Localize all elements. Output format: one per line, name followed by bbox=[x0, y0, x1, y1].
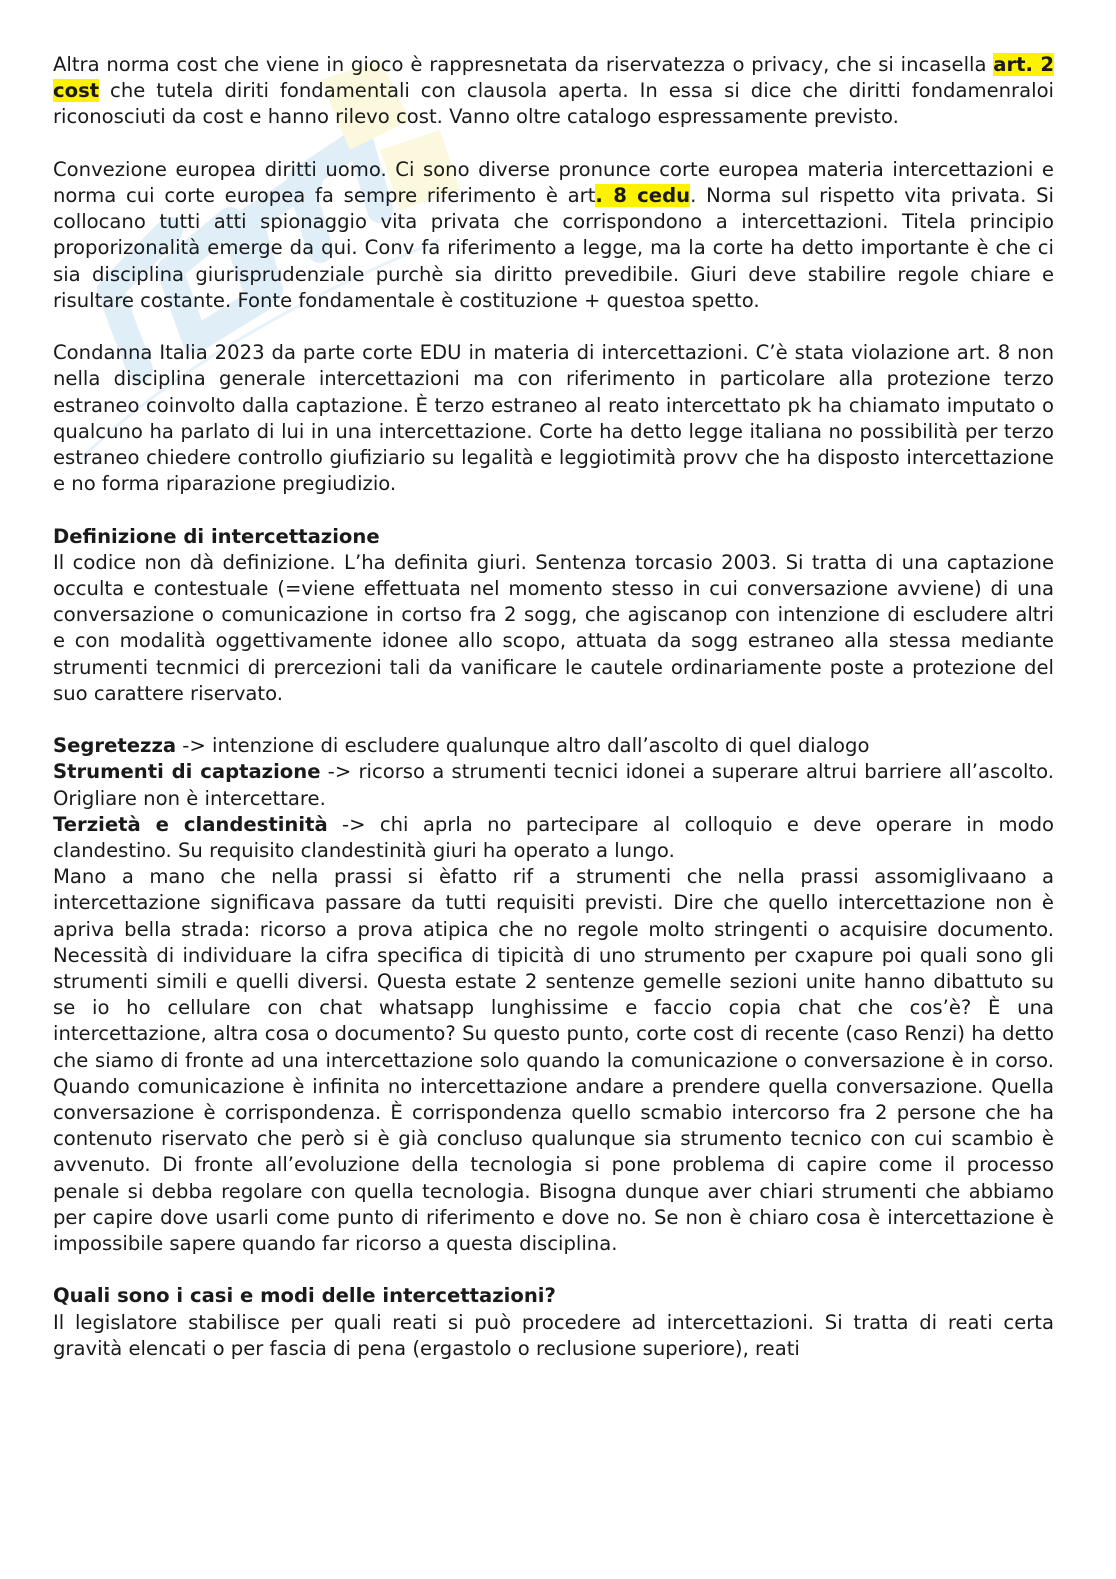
paragraph-prassi: Mano a mano che nella prassi si èfatto rif a strumenti che nella prassi assomiglivaano a intercettazione significava passare da tutti requisiti previsti. Dire che quello intercettazione non è apriva bella strada: ricorso a prova atipica che no regole molto stringenti o acquisire documento. Necessità di individuare la cifra specifica di tipicità di uno strumento per cxapure poi quali sono gli strumenti simili e quelli diversi. Questa estate 2 sentenze gemelle sezioni unite hanno dibattuto su se io ho cellulare con chat whatsapp lunghissime e faccio copia chat che cos’è? È una intercettazione, altra cosa o documento? Su questo punto, corte cost di recente (caso Renzi) ha detto che siamo di fronte ad una intercettazione solo quando la comunicazione o conversazione è in corso. Quando comunicazione è infinita no intercettazione andare a prendere quella conversazione. Quella conversazione è corrispondenza. È corrispondenza quello scmabio intercorso fra 2 persone che ha contenuto riservato che però si è già concluso qualunque sia strumento tecnico con cui scambio è avvenuto. Di fronte all’evoluzione della tecnologia si pone problema di capire come il processo penale si debba regolare con quella tecnologia. Bisogna dunque aver chiari strumenti che abbiamo per capire dove usarli come punto di riferimento e dove no. Se non è chiaro cosa è intercettazione è impossibile sapere quando far ricorso a questa disciplina. bbox=[53, 865, 1054, 1256]
paragraph-condanna-italia: Condanna Italia 2023 da parte corte EDU in materia di intercettazioni. C’è stata violazione art. 8 non nella disciplina generale intercettazioni ma con riferimento in particolare alla protezione terzo estraneo coinvolto dalla captazione. È terzo estraneo al reato intercettato pk ha chiamato imputato o qualcuno ha parlato di lui in una intercettazione. Corte ha detto legge italiana no possibilità per terzo estraneo chiedere controllo giufiziario su legalità e leggiotimità provv che ha disposto intercettazione e no forma riparazione pregiudizio. bbox=[53, 341, 1054, 496]
term-segretezza bbox=[53, 733, 1054, 759]
text-run: Altra norma cost che viene in gioco è rappresnetata da riservatezza o privacy, che si incasella bbox=[53, 53, 994, 76]
term-text: -> ricorso a strumenti tecnici idonei a superare altrui barriere all’ascolto. Origliare non è intercettare. bbox=[53, 760, 1054, 810]
term-terzieta-clandestinita bbox=[53, 812, 1054, 864]
text-run: Convezione europea diritti uomo. Ci sono diverse pronunce corte europea materia intercettazioni e norma cui corte europea fa sempre riferimento è art bbox=[53, 157, 1054, 207]
term-label: Strumenti di captazione bbox=[53, 760, 321, 784]
highlight-art-2-cost: art. 2 cost bbox=[53, 53, 1054, 103]
paragraph-definizione: Il codice non dà definizione. L’ha definita giuri. Sentenza torcasio 2003. Si tratta di una captazione occulta e contestuale (=viene effettuata nel momento stesso in cui conversazione avviene) di una conversazione o comunicazione in cortso fra 2 sogg, che agiscanop con intenzione di escludere altri e con modalità oggettivamente idonee allo scopo, attuata da sogg estraneo alla stessa mediante strumenti tecnmici di prercezioni tali da vanificare le cautele ordinariamente poste a protezione del suo carattere riservato. bbox=[53, 550, 1054, 705]
term-text: -> chi aprla no partecipare al colloquio e deve operare in modo clandestino. Su requisito clandestinità giuri ha operato a lungo. bbox=[53, 812, 1054, 863]
paragraph-privacy bbox=[53, 52, 1054, 131]
paragraph-gap bbox=[53, 497, 1054, 523]
term-strumenti-captazione bbox=[53, 759, 1054, 811]
paragraph-gap bbox=[53, 314, 1054, 340]
term-label: Terzietà e clandestinità bbox=[53, 812, 328, 836]
paragraph-gap bbox=[53, 131, 1054, 157]
paragraph-legislatore: Il legislatore stabilisce per quali reati si può procedere ad intercettazioni. Si tratta di reati certa gravità elencati o per fascia di pena (ergastolo o reclusione superiore), reati bbox=[53, 1310, 1054, 1360]
paragraph-gap bbox=[53, 707, 1054, 733]
highlight-art-8-cedu: . 8 cedu bbox=[595, 184, 691, 207]
paragraph-gap bbox=[53, 1257, 1054, 1283]
document-page bbox=[53, 52, 1054, 1362]
term-text: -> intenzione di escludere qualunque altro dall’ascolto di quel dialogo bbox=[176, 734, 870, 758]
text-run: che tutela diriti fondamentali con clausola aperta. In essa si dice che diritti fondamenraloi riconosciuti da cost e hanno rilevo cost. Vanno oltre catalogo espressamente previsto. bbox=[53, 79, 1054, 129]
paragraph-cedu bbox=[53, 157, 1054, 314]
text-run: . Norma sul rispetto vita privata. Si collocano tutti atti spionaggio vita privata che corrispondono a intercettazioni. Titela principio proporizonalità emerge da qui. Conv fa riferimento a legge, ma la corte ha detto importante è che ci sia disciplina giurisprudenziale purchè sia diritto prevedibile. Giuri deve stabilire regole chiare e risultare costante. Fonte fondamentale è costituzione + questoa spetto. bbox=[53, 184, 1054, 312]
heading-definizione: Definizione di intercettazione bbox=[53, 524, 380, 548]
term-label: Segretezza bbox=[53, 734, 177, 758]
heading-casi-modi: Quali sono i casi e modi delle intercettazioni? bbox=[53, 1284, 556, 1308]
